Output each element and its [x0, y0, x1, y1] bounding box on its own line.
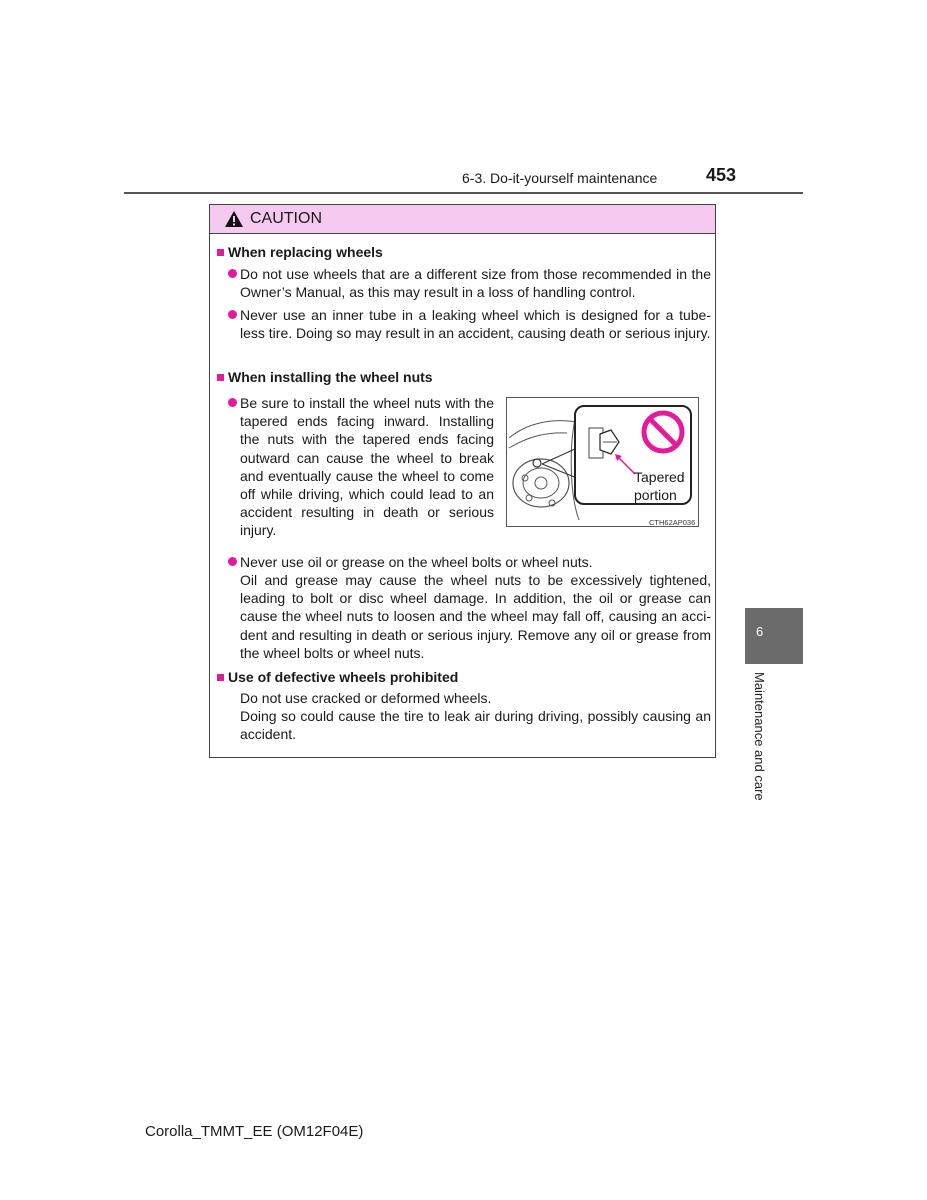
wheel-nut-illustration	[506, 397, 699, 527]
figure-code: CTH62AP036	[649, 518, 696, 526]
section-heading-installing-nuts: When installing the wheel nuts	[217, 369, 433, 385]
chapter-number: 6	[756, 624, 764, 639]
paragraph: Doing so could cause the tire to leak air during driving, possibly causing an accident.	[240, 708, 711, 743]
chapter-tab	[745, 608, 803, 664]
bullet-dot-icon	[228, 269, 237, 278]
square-bullet-icon	[217, 249, 224, 256]
section-heading-defective-wheels: Use of defective wheels prohibited	[217, 669, 458, 685]
list-item: Do not use wheels that are a different size from those recommended in the Owner’s Manual, as this may result in a loss of handling control.	[228, 265, 711, 301]
paragraph: Oil and grease may cause the wheel nuts to be excessively tightened, leading to bolt or disc wheel damage. In addition, the oil or grease can cause the wheel nuts to loosen and the wheel may fall off, causing an acci-dent and resulting in death or serious injury. Remove any oil or grease from the wheel bolts or wheel nuts.	[240, 572, 711, 661]
page-number: 453	[706, 165, 737, 185]
footer-text: Corolla_TMMT_EE (OM12F04E)	[145, 1123, 364, 1140]
figure-label-line2: portion	[634, 487, 677, 503]
chapter-label: Maintenance and care	[752, 672, 767, 801]
bullet-dot-icon	[228, 310, 237, 319]
bullet-dot-icon	[228, 398, 237, 407]
section-title: 6-3. Do-it-yourself maintenance	[462, 170, 658, 186]
bullet-dot-icon	[228, 557, 237, 566]
list-item: Never use an inner tube in a leaking wheel which is designed for a tube-less tire. Doing so may result in an accident, causing death or serious injury.	[228, 306, 711, 342]
section-heading-replacing-wheels: When replacing wheels	[217, 244, 383, 260]
warning-triangle-icon	[224, 210, 244, 228]
caution-header	[210, 205, 715, 234]
square-bullet-icon	[217, 374, 224, 381]
wheel-illustration-svg	[507, 398, 698, 526]
caution-title: CAUTION	[250, 210, 322, 227]
square-bullet-icon	[217, 674, 224, 681]
header-divider	[124, 192, 803, 194]
paragraph: Do not use cracked or deformed wheels.	[240, 690, 492, 706]
figure-label-line1: Tapered	[634, 469, 685, 485]
list-item: Be sure to install the wheel nuts with the tapered ends facing inward. Installing the nuts with the tapered ends facing outward can cause the wheel to break and eventually cause the wheel to come off while driving, which could lead to an accident resulting in death or serious injury.	[228, 394, 494, 540]
list-item: Never use oil or grease on the wheel bolts or wheel nuts.	[228, 553, 711, 571]
